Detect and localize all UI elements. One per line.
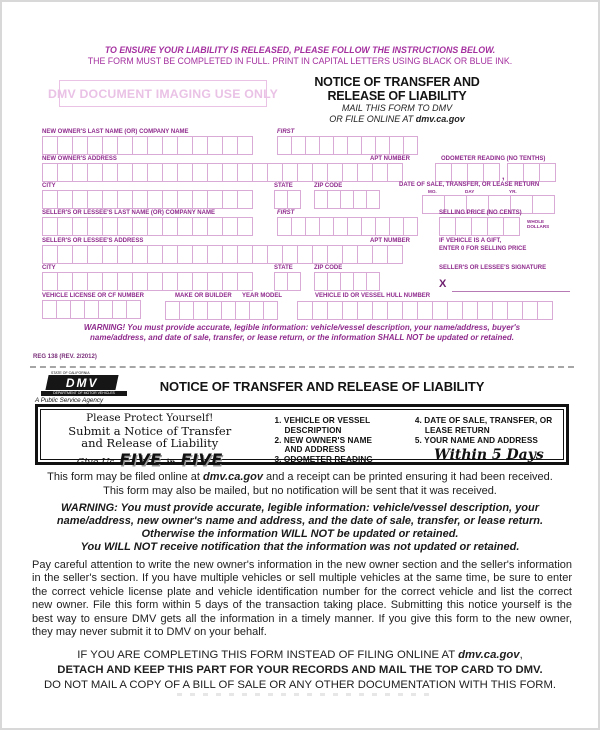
date-of-sale-label: DATE OF SALE, TRANSFER, OR LEASE RETURN bbox=[399, 182, 540, 188]
signature-x: X bbox=[439, 278, 447, 290]
apt-number-label-1: APT NUMBER bbox=[370, 156, 410, 162]
field-seller-last-name: SELLER'S OR LESSEE'S LAST NAME (OR) COMPANY NAME bbox=[42, 210, 253, 236]
input-boxes bbox=[277, 217, 418, 236]
field-new-owner-state: STATE bbox=[274, 183, 301, 209]
form-title-line2: RELEASE OF LIABILITY bbox=[327, 88, 467, 103]
paragraph-instructions: Pay careful attention to write the new owner's information in the new owner section and the seller's information in the seller's section. If you have multiple vehicles or sell multiple vehicles at the same time, be sure to enter the correct vehicle license plate and vehicle identification number for the correct vehicle and list the correct new owner. File this form within 5 days of the transaction taking place. Submitting this notice yourself is the best way to ensure DMV gets all the information in a timely manner. If you give this form to the new owner, they may never submit it to DMV on your behalf. bbox=[32, 559, 572, 639]
field-selling-price: SELLING PRICE (NO CENTS) bbox=[439, 210, 522, 236]
odometer-comma: , bbox=[502, 171, 505, 181]
gift-note: IF VEHICLE IS A GIFT, ENTER 0 FOR SELLING PRICE bbox=[439, 238, 527, 252]
paragraph-file-online: This form may be filed online at dmv.ca.gov and a receipt can be printed ensuring it had been received. This form may also be mailed, but no notification will be sent that it was received. bbox=[47, 471, 553, 497]
input-boxes bbox=[42, 217, 253, 236]
input-boxes bbox=[277, 136, 418, 155]
dmv-imaging-box bbox=[47, 80, 279, 107]
apt-number-label-2: APT NUMBER bbox=[370, 238, 410, 244]
file-online-instruction: OR FILE ONLINE AT dmv.ca.gov bbox=[329, 113, 465, 124]
make-or-builder-label: MAKE OR BUILDER bbox=[175, 293, 232, 299]
field-seller-city: CITY bbox=[42, 265, 253, 291]
faint-cutoff-text bbox=[177, 693, 432, 696]
field-new-owner-first-name: FIRST bbox=[277, 129, 418, 155]
field-seller-address: SELLER'S OR LESSEE'S ADDRESS bbox=[42, 238, 403, 264]
vin-label: VEHICLE ID OR VESSEL HULL NUMBER bbox=[315, 293, 431, 299]
input-boxes bbox=[314, 272, 380, 291]
signature-line bbox=[452, 291, 570, 292]
paragraph-warning: WARNING: You must provide accurate, legible information: vehicle/vessel description, your name/address, new owner's name and address, and the date of sale, transfer, or lease return. Otherwise the information WILL NOT be updated or retained. You WILL NOT receive notification that the information was not updated or retained. bbox=[56, 502, 544, 553]
field-seller-state: STATE bbox=[274, 265, 301, 291]
date-mo-label: MO. bbox=[428, 189, 437, 194]
form-title-block bbox=[252, 76, 542, 124]
date-yr-label: YR. bbox=[509, 189, 517, 194]
field-new-owner-address: NEW OWNER'S ADDRESS bbox=[42, 156, 403, 182]
bottom-heading: NOTICE OF TRANSFER AND RELEASE OF LIABILITY bbox=[159, 379, 485, 394]
field-new-owner-zip: ZIP CODE bbox=[314, 183, 380, 209]
dmv-imaging-label: DMV DOCUMENT IMAGING USE ONLY bbox=[47, 86, 279, 101]
input-boxes bbox=[274, 190, 301, 209]
field-make-year bbox=[165, 300, 278, 320]
protect-yourself-box bbox=[35, 404, 569, 469]
top-instruction-line1: TO ENSURE YOUR LIABILITY IS RELEASED, PLEASE FOLLOW THE INSTRUCTIONS BELOW. bbox=[104, 45, 496, 55]
protect-message: Please Protect Yourself! Submit a Notice of Transfer and Release of Liability Give Us FIVE in FIVE bbox=[41, 410, 259, 459]
five-in-five: Give Us FIVE in FIVE bbox=[76, 449, 223, 469]
input-boxes bbox=[314, 190, 380, 209]
input-boxes bbox=[165, 301, 278, 320]
form-title-line1: NOTICE OF TRANSFER AND bbox=[314, 75, 480, 89]
field-new-owner-last-name: NEW OWNER'S LAST NAME (OR) COMPANY NAME bbox=[42, 129, 253, 155]
form-number: REG 138 (REV. 2/2012) bbox=[33, 354, 97, 360]
mail-instruction: MAIL THIS FORM TO DMV bbox=[341, 103, 453, 113]
field-new-owner-city: CITY bbox=[42, 183, 253, 209]
within-5-days: Within 5 Days bbox=[434, 447, 544, 464]
input-boxes bbox=[42, 245, 403, 264]
input-boxes bbox=[297, 301, 553, 320]
input-boxes bbox=[507, 163, 556, 182]
field-odometer-reading: ODOMETER READING (NO TENTHS) , bbox=[435, 156, 556, 182]
logo-department-text: DEPARTMENT OF MOTOR VEHICLES bbox=[41, 391, 127, 396]
whole-dollars-label: WHOLE DOLLARS bbox=[527, 219, 550, 229]
dashed-tear-line bbox=[30, 366, 574, 368]
field-vehicle-license: VEHICLE LICENSE OR CF NUMBER bbox=[42, 293, 144, 319]
field-seller-zip: ZIP CODE bbox=[314, 265, 380, 291]
input-boxes bbox=[42, 190, 253, 209]
field-vin bbox=[297, 300, 553, 320]
input-boxes bbox=[42, 136, 253, 155]
year-model-label: YEAR MODEL bbox=[242, 293, 283, 299]
field-seller-first-name: FIRST bbox=[277, 210, 418, 236]
top-instruction-line2: THE FORM MUST BE COMPLETED IN FULL. PRINT IN CAPITAL LETTERS USING BLACK OR BLUE INK. bbox=[87, 56, 513, 66]
logo-state-text: STATE OF CALIFORNIA bbox=[51, 371, 90, 375]
input-boxes bbox=[435, 163, 500, 182]
date-day-label: DAY bbox=[465, 189, 475, 194]
logo-tagline: A Public Service Agency bbox=[35, 397, 104, 404]
signature-label: SELLER'S OR LESSEE'S SIGNATURE bbox=[439, 265, 547, 271]
input-boxes bbox=[42, 300, 144, 319]
input-boxes bbox=[274, 272, 301, 291]
dmv-logo-icon: DMV bbox=[45, 375, 118, 390]
input-boxes bbox=[42, 163, 403, 182]
checklist-items-1-3: 1. VEHICLE OR VESSEL DESCRIPTION 2. NEW OWNER'S NAME AND ADDRESS 3. ODOMETER READING bbox=[274, 416, 373, 465]
input-boxes bbox=[42, 272, 253, 291]
checklist-items-4-5: 4. DATE OF SALE, TRANSFER, OR LEASE RETURN 5. YOUR NAME AND ADDRESS Within 5 Days bbox=[415, 410, 563, 459]
card-warning: WARNING! You must provide accurate, legible information: vehicle/vessel description, your name/address, buyer's name/address, and date of sale, transfer, or lease return, or the information SHALL NOT be updated or retained. bbox=[83, 323, 521, 342]
input-boxes bbox=[439, 217, 522, 236]
paragraph-detach: IF YOU ARE COMPLETING THIS FORM INSTEAD OF FILING ONLINE AT dmv.ca.gov, DETACH AND KEEP THIS PART FOR YOUR RECORDS AND MAIL THE TOP CARD TO DMV. DO NOT MAIL A COPY OF A BILL OF SALE OR ANY OTHER DOCUMENTATION WITH THIS FORM. bbox=[44, 649, 556, 691]
